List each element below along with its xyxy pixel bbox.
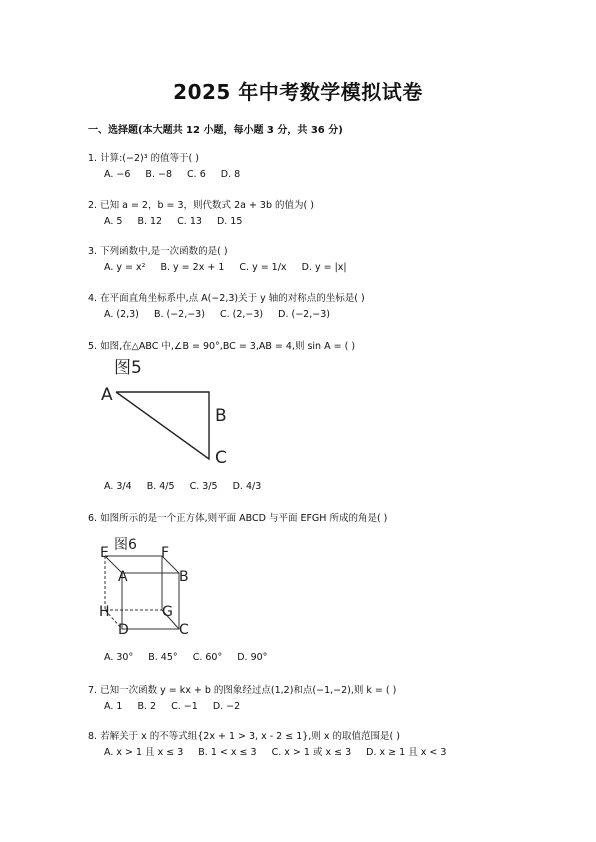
option-d: D. −2 <box>212 701 241 712</box>
question-1 <box>88 152 252 181</box>
vertex-label-c: C <box>179 622 189 638</box>
figure-caption: 图6 <box>114 537 137 553</box>
question-6-options <box>88 651 279 664</box>
question-stem: 3. 下列函数中,是一次函数的是( ) <box>88 246 228 257</box>
option-d: D. x ≥ 1 且 x < 3 <box>366 747 447 758</box>
question-stem: 2. 已知 a = 2，b = 3，则代数式 2a + 3b 的值为( ) <box>88 200 314 211</box>
question-stem: 4. 在平面直角坐标系中,点 A(−2,3)关于 y 轴的对称点的坐标是( ) <box>88 293 365 304</box>
question-8 <box>88 730 458 759</box>
vertex-label-h: H <box>99 604 110 620</box>
option-a: A. −6 <box>104 169 131 180</box>
question-options <box>88 746 458 759</box>
question-options <box>88 168 252 181</box>
option-a: A. 5 <box>104 216 123 227</box>
option-a: A. y = x² <box>104 262 146 273</box>
question-7 <box>88 684 396 713</box>
question-4 <box>88 292 365 321</box>
option-b: B. (−2,−3) <box>153 309 205 320</box>
question-options <box>88 215 314 228</box>
vertex-label-a: A <box>101 385 113 405</box>
option-d: D. y = |x| <box>301 262 347 273</box>
option-c: C. x > 1 或 x ≤ 3 <box>271 747 352 758</box>
option-c: C. 60° <box>192 652 223 663</box>
triangle-shape <box>116 392 209 459</box>
vertex-label-b: B <box>179 569 189 585</box>
vertex-label-c: C <box>215 448 227 468</box>
option-c: C. 6 <box>187 169 206 180</box>
question-options <box>88 651 279 664</box>
option-c: C. 3/5 <box>189 481 218 492</box>
option-b: B. 4/5 <box>146 481 175 492</box>
vertex-label-b: B <box>215 406 227 426</box>
vertex-label-g: G <box>162 604 173 620</box>
question-stem: 7. 已知一次函数 y = kx + b 的图象经过点(1,2)和点(−1,−2),则 k = ( ) <box>88 685 397 696</box>
option-d: D. 15 <box>216 216 243 227</box>
question-stem: 1. 计算:(−2)³ 的值等于( ) <box>88 153 199 164</box>
option-a: A. 3/4 <box>104 481 132 492</box>
option-a: A. x > 1 且 x ≤ 3 <box>104 747 184 758</box>
figure-5-right-triangle <box>96 356 246 468</box>
question-6 <box>88 512 387 525</box>
question-2 <box>88 199 314 228</box>
option-c: C. (2,−3) <box>219 309 264 320</box>
option-d: D. (−2,−3) <box>278 309 330 320</box>
vertex-label-a: A <box>118 569 128 585</box>
figure-6-cube <box>98 534 208 642</box>
option-c: C. −1 <box>171 701 198 712</box>
option-b: B. 45° <box>148 652 178 663</box>
option-a: A. 30° <box>104 652 134 663</box>
question-5 <box>88 340 355 353</box>
vertex-label-f: F <box>161 545 170 561</box>
question-3 <box>88 245 359 274</box>
option-d: D. 4/3 <box>232 481 262 492</box>
option-c: C. y = 1/x <box>239 262 287 273</box>
option-a: A. 1 <box>104 701 123 712</box>
option-c: C. 13 <box>177 216 202 227</box>
section-heading: 一、选择题(本大题共 12 小题，每小题 3 分，共 36 分) <box>88 125 343 136</box>
question-options <box>88 261 359 274</box>
question-options <box>88 480 273 493</box>
option-d: D. 8 <box>220 169 241 180</box>
question-stem: 8. 若解关于 x 的不等式组{2x + 1 > 3, x - 2 ≤ 1},则 x 的取值范围是( ) <box>88 731 400 742</box>
option-b: B. −8 <box>145 169 172 180</box>
question-options <box>88 308 365 321</box>
question-stem: 6. 如图所示的是一个正方体,则平面 ABCD 与平面 EFGH 所成的角是( ) <box>88 513 388 524</box>
page-title: 2025 年中考数学模拟试卷 <box>173 80 423 104</box>
option-b: B. 12 <box>137 216 163 227</box>
question-5-options <box>88 480 273 493</box>
option-b: B. y = 2x + 1 <box>160 262 225 273</box>
vertex-label-d: D <box>118 622 129 638</box>
vertex-label-e: E <box>100 545 109 561</box>
option-d: D. 90° <box>237 652 268 663</box>
option-a: A. (2,3) <box>104 309 139 320</box>
question-stem: 5. 如图,在△ABC 中,∠B = 90°,BC = 3,AB = 4,则 sin A = ( ) <box>88 341 356 352</box>
question-options <box>88 700 396 713</box>
option-b: B. 2 <box>137 701 157 712</box>
figure-caption: 图5 <box>114 358 142 378</box>
option-b: B. 1 < x ≤ 3 <box>198 747 257 758</box>
